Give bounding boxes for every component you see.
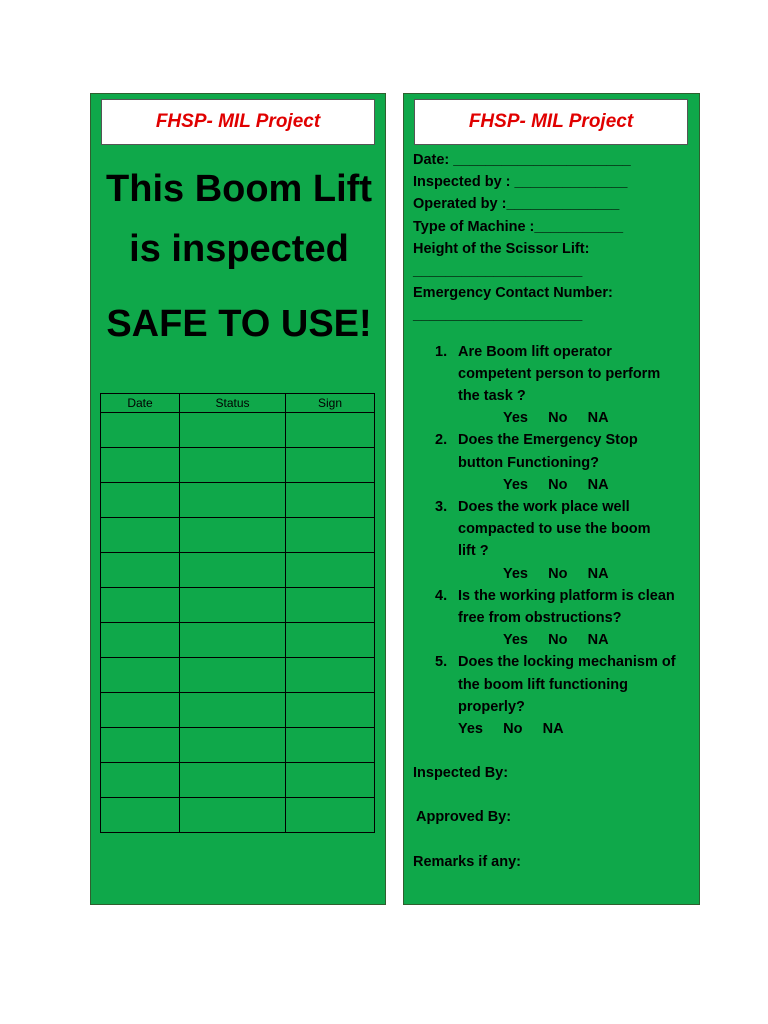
safe-to-use-text: SAFE TO USE!: [106, 303, 372, 345]
status-cell[interactable]: [180, 413, 286, 448]
sign-cell[interactable]: [286, 483, 375, 518]
date-cell[interactable]: [101, 553, 180, 588]
question-number: 1.: [435, 343, 448, 360]
sign-cell[interactable]: [286, 553, 375, 588]
emergency-contact-label: Emergency Contact Number:: [413, 285, 613, 302]
table-row: [101, 553, 375, 588]
date-cell[interactable]: [101, 623, 180, 658]
sign-cell[interactable]: [286, 798, 375, 833]
machine-type-field: Type of Machine :___________: [413, 218, 624, 235]
date-cell[interactable]: [101, 728, 180, 763]
emergency-contact-blank: _____________________: [413, 307, 583, 324]
column-header-date: Date: [101, 394, 180, 413]
checklist-item: [413, 651, 697, 718]
status-cell[interactable]: [180, 483, 286, 518]
table-header-row: [101, 394, 375, 413]
remarks-field: Remarks if any:: [413, 853, 521, 870]
status-cell[interactable]: [180, 798, 286, 833]
checklist-item: [413, 341, 697, 408]
status-cell[interactable]: [180, 518, 286, 553]
status-cell[interactable]: [180, 448, 286, 483]
question-text: free from obstructions?: [458, 610, 622, 627]
question-text: lift ?: [458, 543, 489, 560]
inspection-tag-back: [403, 93, 700, 905]
date-cell[interactable]: [101, 693, 180, 728]
question-text: Is the working platform is clean: [458, 587, 675, 604]
answer-options: Yes No NA: [503, 632, 609, 649]
sign-cell[interactable]: [286, 623, 375, 658]
sign-cell[interactable]: [286, 413, 375, 448]
log-table-body: [101, 413, 375, 833]
question-text: Does the Emergency Stop: [458, 432, 638, 449]
column-header-status: Status: [180, 394, 286, 413]
checklist-item: [413, 585, 697, 629]
table-row: [101, 763, 375, 798]
question-number: 5.: [435, 654, 448, 671]
lift-height-label: Height of the Scissor Lift:: [413, 240, 590, 257]
project-header-text: FHSP- MIL Project: [155, 111, 321, 132]
project-header: [101, 99, 375, 145]
title-line-1: This Boom Lift: [106, 168, 372, 210]
column-header-sign: Sign: [286, 394, 375, 413]
table-row: [101, 623, 375, 658]
table-row: [101, 658, 375, 693]
status-cell[interactable]: [180, 763, 286, 798]
status-cell[interactable]: [180, 588, 286, 623]
question-text: compacted to use the boom: [458, 521, 651, 538]
date-cell[interactable]: [101, 798, 180, 833]
table-row: [101, 693, 375, 728]
date-cell[interactable]: [101, 483, 180, 518]
inspected-by-field: Inspected by : ______________: [413, 174, 628, 191]
project-header: [414, 99, 688, 145]
status-cell[interactable]: [180, 623, 286, 658]
date-cell[interactable]: [101, 448, 180, 483]
question-text: competent person to perform: [458, 365, 661, 382]
sign-cell[interactable]: [286, 658, 375, 693]
table-row: [101, 413, 375, 448]
question-number: 4.: [435, 587, 448, 604]
inspection-log-table: [100, 393, 375, 833]
answer-options: Yes No NA: [503, 476, 609, 493]
question-text: the boom lift functioning: [458, 676, 628, 693]
answer-options: Yes No NA: [458, 721, 564, 738]
sign-cell[interactable]: [286, 763, 375, 798]
table-row: [101, 728, 375, 763]
sign-cell[interactable]: [286, 448, 375, 483]
status-cell[interactable]: [180, 693, 286, 728]
operated-by-field: Operated by :______________: [413, 196, 620, 213]
sign-cell[interactable]: [286, 588, 375, 623]
question-text: properly?: [458, 698, 525, 715]
table-row: [101, 448, 375, 483]
date-cell[interactable]: [101, 413, 180, 448]
inspection-form: [413, 149, 697, 873]
sign-cell[interactable]: [286, 728, 375, 763]
sign-cell[interactable]: [286, 693, 375, 728]
sign-cell[interactable]: [286, 518, 375, 553]
table-row: [101, 798, 375, 833]
title-line-2: is inspected: [129, 228, 349, 270]
answer-options: Yes No NA: [503, 565, 609, 582]
approved-by-signature: Approved By:: [416, 809, 512, 826]
table-row: [101, 518, 375, 553]
table-row: [101, 483, 375, 518]
inspected-by-signature: Inspected By:: [413, 765, 509, 782]
date-field: Date: ______________________: [413, 152, 631, 168]
lift-height-blank: _____________________: [413, 263, 583, 280]
question-text: Does the locking mechanism of: [458, 654, 676, 671]
date-cell[interactable]: [101, 658, 180, 693]
question-text: Does the work place well: [458, 499, 630, 516]
checklist-item: [413, 496, 697, 563]
question-number: 2.: [435, 432, 448, 449]
date-cell[interactable]: [101, 588, 180, 623]
status-cell[interactable]: [180, 553, 286, 588]
status-cell[interactable]: [180, 658, 286, 693]
question-text: the task ?: [458, 388, 526, 405]
project-header-text: FHSP- MIL Project: [468, 111, 634, 132]
table-row: [101, 588, 375, 623]
inspection-tag-front: [90, 93, 386, 905]
checklist-item: [413, 429, 697, 473]
answer-options: Yes No NA: [503, 410, 609, 427]
checklist: [413, 341, 697, 741]
status-cell[interactable]: [180, 728, 286, 763]
date-cell[interactable]: [101, 518, 180, 553]
question-number: 3.: [435, 499, 448, 516]
date-cell[interactable]: [101, 763, 180, 798]
question-text: button Functioning?: [458, 454, 599, 471]
question-text: Are Boom lift operator: [458, 343, 612, 360]
